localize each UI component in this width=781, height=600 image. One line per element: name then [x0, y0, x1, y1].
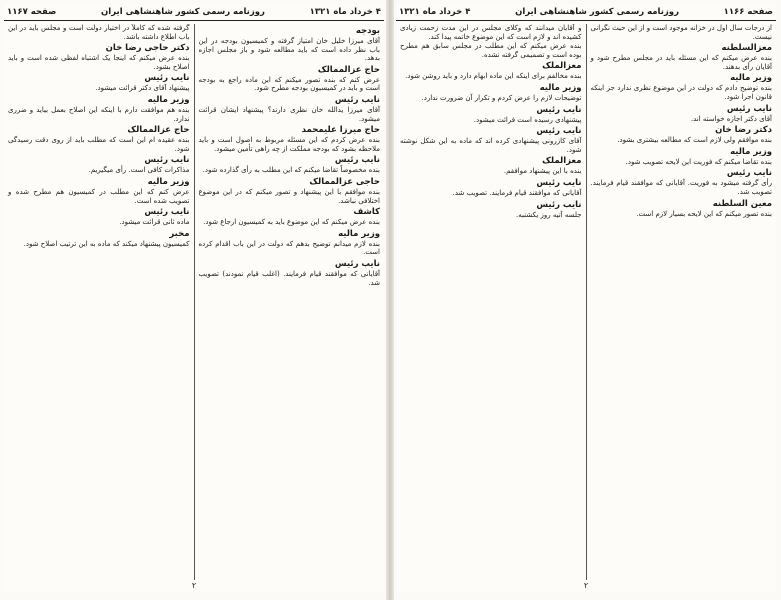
speaker-heading: وزیر مالیه — [730, 146, 772, 157]
left-page-columns — [4, 24, 384, 580]
left-page — [4, 4, 384, 592]
header-title: روزنامه رسمی کشور شاهنشاهی ایران — [101, 7, 265, 17]
speaker-heading: معزالسلطنه — [721, 43, 772, 54]
speaker-heading: حاج میرزا علیمحمد — [301, 125, 380, 136]
paragraph: بنده عرض میکنم که این موضوع باید به کمیسیون ارجاع شود. — [203, 218, 380, 227]
book-gutter — [386, 0, 394, 600]
paragraph: پیشنهاد آقای دکتر قرائت میشود. — [95, 84, 190, 93]
text-column — [396, 24, 586, 580]
speaker-heading: حاج عزالممالک — [317, 64, 380, 75]
paragraph: بنده تصور میکنم که این لایحه بسیار لازم است. — [636, 209, 772, 218]
paragraph: بنده توضیح دادم که دولت در این موضوع نظری ندارد جز اینکه قانون اجرا شود. — [590, 84, 772, 101]
right-page-columns — [396, 24, 776, 580]
right-page — [396, 4, 776, 592]
text-column — [586, 24, 777, 580]
header-date: ۴ خرداد ماه ۱۳۲۱ — [309, 7, 381, 17]
left-page-header — [4, 4, 384, 21]
header-page-label: صفحه ۱۱۶۶ — [723, 7, 773, 17]
speaker-heading: معزالملک — [542, 156, 582, 167]
paragraph: آقایانی که موافقند قیام فرمایند. (اغلب قیام نمودند) تصویب شد. — [198, 269, 380, 287]
paragraph: عرض کنم که بنده تصور میکنم که این ماده راجع به بودجه است و باید در کمیسیون بودجه مطرح شود. — [198, 75, 380, 93]
header-title: روزنامه رسمی کشور شاهنشاهی ایران — [515, 7, 679, 17]
page-number: ۲ — [191, 581, 197, 590]
paragraph: پیشنهادی رسیده است قرائت میشود. — [473, 115, 582, 124]
paragraph: مذاکرات کافی است. رأی میگیریم. — [88, 166, 190, 175]
speaker-heading: نایب رئیس — [536, 199, 582, 210]
speaker-heading: کاشف — [353, 207, 380, 218]
paragraph: توضیحات لازم را عرض کردم و تکرار آن ضرورت ندارد. — [421, 93, 582, 102]
paragraph: بنده مخالفم برای اینکه این ماده ابهام دارد و باید روشن شود. — [405, 72, 582, 81]
speaker-heading: نایب رئیس — [726, 168, 772, 179]
speaker-heading: حاجی عزالممالک — [309, 176, 380, 187]
speaker-heading: نایب رئیس — [334, 258, 380, 269]
paragraph: رأی گرفته میشود به فوریت. آقایانی که موافقند قیام فرمایند. تصویب شد. — [590, 179, 772, 196]
paragraph: و آقایان میدانند که وکلای مجلس در این مدت زحمت زیادی کشیده اند و لازم است که این موضوع خاتمه پیدا کند. — [400, 24, 582, 41]
speaker-heading: وزیر مالیه — [147, 94, 190, 105]
paragraph: آقایانی که موافقند قیام فرمایند. تصویب شد. — [452, 188, 582, 197]
speaker-heading: وزیر مالیه — [338, 228, 380, 239]
speaker-heading: معین السلطنه — [712, 198, 772, 209]
paragraph: بنده موافقم ولی لازم است که مطالعه بیشتری بشود. — [617, 136, 772, 145]
speaker-heading: نایب رئیس — [726, 103, 772, 114]
paragraph: بنده لازم میدانم توضیح بدهم که دولت در این باب اقدام کرده است. — [198, 239, 380, 257]
paragraph: آقای دکتر اجازه خواسته اند. — [690, 114, 772, 123]
speaker-heading: حاج عزالممالک — [127, 125, 190, 136]
paragraph: بنده تقاضا میکنم که فوریت این لایحه تصویب شود. — [625, 157, 772, 166]
paragraph: بنده موافقم با این پیشنهاد و تصور میکنم که در این موضوع اختلافی نباشد. — [198, 187, 380, 205]
paragraph: آقای کازرونی پیشنهادی کرده اند که ماده به این شکل نوشته شود. — [400, 137, 582, 154]
paragraph: بنده با این پیشنهاد موافقم. — [503, 167, 582, 176]
paragraph: بنده عرض میکنم که اینجا یک اشتباه لفظی شده است و باید اصلاح بشود. — [8, 54, 190, 71]
paragraph: آقای میرزا یدالله خان نظری دارند؟ پیشنهاد ایشان قرائت میشود. — [198, 105, 380, 123]
speaker-heading: بودجه — [355, 26, 380, 36]
paragraph: بنده عرض میکنم که این مطلب در مجلس سابق هم مطرح بوده است و تصمیمی گرفته نشده. — [400, 42, 582, 59]
paragraph: بنده عرض میکنم که این مسئله باید در مجلس مطرح شود و آقایان رأی بدهند. — [590, 54, 772, 71]
speaker-heading: نایب رئیس — [536, 126, 582, 137]
text-column — [4, 24, 194, 580]
speaker-heading: نایب رئیس — [144, 155, 190, 166]
speaker-heading: نایب رئیس — [144, 73, 190, 84]
speaker-heading: دکتر حاجی رضا خان — [105, 43, 190, 54]
paragraph: عرض کنم که این مطلب در کمیسیون هم مطرح شده و تصویب شده است. — [8, 187, 190, 205]
text-column — [194, 24, 385, 580]
header-page-label: صفحه ۱۱۶۷ — [7, 7, 57, 17]
speaker-heading: وزیر مالیه — [730, 73, 772, 84]
paragraph: از درجات سال اول در خزانه موجود است و از این حیث نگرانی نیست. — [590, 24, 772, 41]
paragraph: ماده ثانی قرائت میشود. — [119, 218, 190, 227]
paragraph: بنده هم موافقت دارم با اینکه این اصلاح بعمل بیاید و ضرری ندارد. — [8, 105, 190, 123]
paragraph: آقای میرزا خلیل خان امتیاز گرفته و کمیسیون بودجه در این باب نظر داده است که باید مطالعه شود و باز مجلس اجازه بدهد. — [198, 37, 380, 63]
paragraph: گرفته شده که کاملاً در اختیار دولت است و مجلس باید در این باب اطلاع داشته باشد. — [8, 24, 190, 41]
speaker-heading: نایب رئیس — [334, 94, 380, 105]
speaker-heading: نایب رئیس — [144, 207, 190, 218]
paragraph: بنده مخصوصاً تقاضا میکنم که این مطلب به رأی گذارده شود. — [202, 166, 380, 175]
paragraph: بنده عرض کردم که این مسئله مربوط به اصول است و باید ملاحظه بشود که بودجه مملکت از چه راهی تأمین میشود. — [198, 136, 380, 153]
speaker-heading: وزیر مالیه — [147, 176, 190, 187]
paragraph: جلسه آتیه روز یکشنبه. — [516, 210, 582, 219]
speaker-heading: وزیر مالیه — [539, 82, 582, 93]
header-date: ۴ خرداد ماه ۱۳۲۱ — [399, 7, 471, 17]
paragraph: کمیسیون پیشنهاد میکند که ماده به این ترتیب اصلاح شود. — [23, 239, 190, 248]
speaker-heading: معزالملک — [542, 61, 582, 72]
speaker-heading: نایب رئیس — [334, 155, 380, 166]
speaker-heading: مخبر — [169, 228, 190, 239]
speaker-heading: دکتر رضا خان — [715, 125, 772, 136]
paragraph: بنده عقیده ام این است که مطلب باید از روی دقت رسیدگی شود. — [8, 136, 190, 153]
page-number: ۲ — [583, 581, 589, 590]
speaker-heading: نایب رئیس — [536, 177, 582, 188]
right-page-header — [396, 4, 776, 21]
speaker-heading: نایب رئیس — [536, 104, 582, 115]
